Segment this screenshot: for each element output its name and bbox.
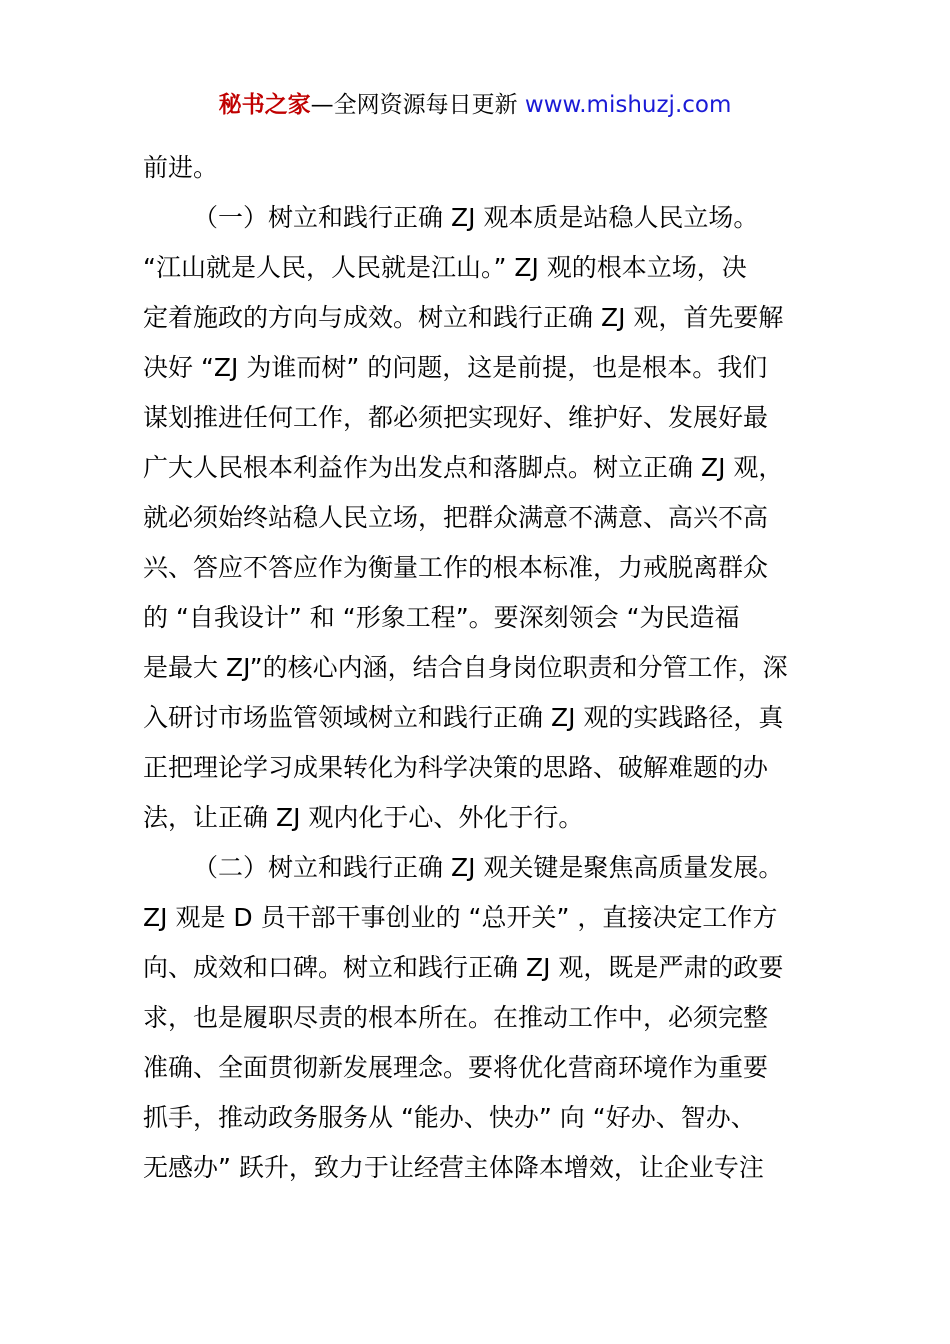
document-body [143,143,818,1193]
section-heading-2: （二）树立和践行正确 ZJ 观关键是聚焦高质量发展。 [193,853,784,882]
text-line: 是最大 ZJ”的核心内涵，结合自身岗位职责和分管工作，深 [143,653,788,682]
text-line: 准确、全面贯彻新发展理念。要将优化营商环境作为重要 [143,1053,769,1082]
header-tagline: —全网资源每日更新 [310,92,518,118]
text-line: 法，让正确 ZJ 观内化于心、外化于行。 [143,803,584,832]
text-line: ZJ 观是 D 员干部干事创业的 “总开关” ，直接决定工作方 [143,903,778,932]
text-line: 求，也是履职尽责的根本所在。在推动工作中，必须完整 [143,1003,769,1032]
text-line: 的 “自我设计” 和 “形象工程”。要深刻领会 “为民造福 [143,603,740,632]
text-line: 谋划推进任何工作，都必须把实现好、维护好、发展好最 [143,403,769,432]
text-line: 兴、答应不答应作为衡量工作的根本标准，力戒脱离群众 [143,553,769,582]
text-line: 向、成效和口碑。树立和践行正确 ZJ 观，既是严肃的政要 [143,953,784,982]
text-line: 无感办” 跃升，致力于让经营主体降本增效，让企业专注 [143,1153,764,1182]
text-line: 正把理论学习成果转化为科学决策的思路、破解难题的办 [143,753,769,782]
text-line: 决好 “ZJ 为谁而树” 的问题，这是前提，也是根本。我们 [143,353,768,382]
text-line: 就必须始终站稳人民立场，把群众满意不满意、高兴不高 [143,503,769,532]
text-line: 广大人民根本利益作为出发点和落脚点。树立正确 ZJ 观， [143,453,784,482]
text-line: 定着施政的方向与成效。树立和践行正确 ZJ 观，首先要解 [143,303,784,332]
brand-name: 秘书之家 [218,92,311,118]
website-link[interactable]: www.mishuzj.com [524,92,732,118]
text-line: 抓手，推动政务服务从 “能办、快办” 向 “好办、智办、 [143,1103,756,1132]
text-line: 入研讨市场监管领域树立和践行正确 ZJ 观的实践路径，真 [143,703,784,732]
text-line: 前进。 [143,153,219,182]
section-heading-1: （一）树立和践行正确 ZJ 观本质是站稳人民立场。 [193,203,759,232]
page-header [0,90,950,120]
text-line: “江山就是人民，人民就是江山。” ZJ 观的根本立场，决 [143,253,747,282]
